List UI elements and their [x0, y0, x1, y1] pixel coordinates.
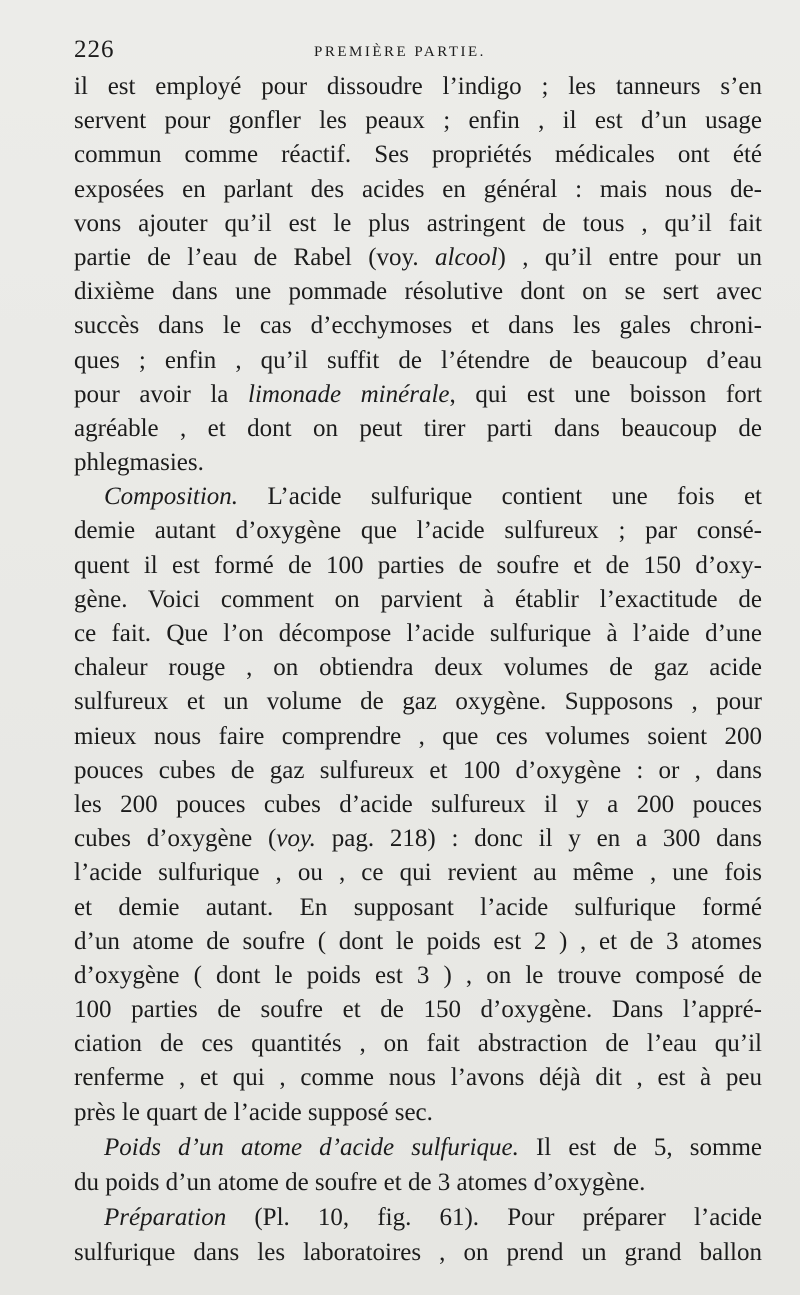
text-line: les 200 pouces cubes d’acide sulfureux il y a 200 pouces	[74, 790, 762, 818]
text-line: d’oxygène ( dont le poids est 3 ) , on le trouve composé de	[74, 961, 762, 989]
text-line: exposées en parlant des acides en général : mais nous de-	[74, 175, 762, 203]
text-line: phlegmasies.	[74, 449, 204, 477]
text-line: sulfurique dans les laboratoires , on prend un grand ballon	[74, 1239, 762, 1266]
section-heading-line	[74, 1200, 762, 1236]
text-line: ciation de ces quantités , on fait abstraction de l’eau qu’il	[74, 1030, 762, 1058]
text-line: commun comme réactif. Ses propriétés médicales ont été	[74, 141, 762, 169]
text-line: d’un atome de soufre ( dont le poids est 2 ) , et de 3 atomes	[74, 927, 762, 955]
text-run: pag. 218) : donc il y en a 300 dans	[315, 825, 763, 853]
section-title: Poids d’un atome d’acide sulfurique.	[104, 1133, 519, 1161]
text-run: cubes d’oxygène (	[74, 825, 277, 853]
text-line: près le quart de l’acide supposé sec.	[74, 1098, 433, 1126]
section-title: Préparation	[104, 1204, 227, 1231]
text-line	[74, 822, 762, 856]
text-line: 100 parties de soufre et de 150 d’oxygène. Dans l’appré-	[74, 996, 762, 1024]
italic-term: alcool	[435, 243, 498, 271]
text-line: succès dans le cas d’ecchymoses et dans les gales chroni-	[74, 312, 762, 340]
text-line: servent pour gonfler les peaux ; enfin , il est d’un usage	[74, 107, 762, 135]
section-title: Composition.	[104, 483, 239, 511]
text-line: sulfureux et un volume de gaz oxygène. Supposons , pour	[74, 688, 762, 716]
text-run: L’acide sulfurique contient une fois et	[238, 483, 762, 511]
text-line: vons ajouter qu’il est le plus astringent de tous , qu’il fait	[74, 209, 762, 237]
text-run: (Pl. 10, fig. 61). Pour préparer l’acide	[226, 1204, 762, 1231]
text-line: renferme , et qui , comme nous l’avons déjà dit , est à peu	[74, 1064, 762, 1092]
text-line: du poids d’un atome de soufre et de 3 atomes d’oxygène.	[74, 1168, 646, 1196]
text-run: , qui est une boisson fort	[449, 380, 762, 408]
text-line: quent il est formé de 100 parties de soufre et de 150 d’oxy-	[74, 551, 762, 579]
text-line: dixième dans une pommade résolutive dont on se sert avec	[74, 278, 762, 306]
text-line: chaleur rouge , on obtiendra deux volumes de gaz acide	[74, 654, 762, 682]
text-run: partie de l’eau de Rabel (voy.	[74, 243, 436, 271]
italic-term: limonade minérale	[248, 380, 450, 408]
text-run: Il est de 5, somme	[518, 1133, 762, 1161]
text-line	[74, 378, 762, 412]
text-line: l’acide sulfurique , ou , ce qui revient au même , une fois	[74, 859, 762, 887]
text-line: il est employé pour dissoudre l’indigo ; les tanneurs s’en	[74, 73, 762, 100]
page-number: 226	[74, 36, 115, 63]
text-line: demie autant d’oxygène que l’acide sulfureux ; par consé-	[74, 517, 762, 545]
text-line: gène. Voici comment on parvient à établir l’exactitude de	[74, 585, 762, 613]
text-line: mieux nous faire comprendre , que ces volumes soient 200	[74, 722, 762, 750]
text-line	[74, 241, 762, 275]
section-heading-line	[74, 480, 762, 514]
page-header	[74, 36, 764, 68]
text-line: agréable , et dont on peut tirer parti dans beaucoup de	[74, 414, 762, 442]
text-line: ques ; enfin , qu’il suffit de l’étendre de beaucoup d’eau	[74, 346, 762, 374]
italic-term: voy.	[276, 825, 316, 853]
text-run: ) , qu’il entre pour un	[497, 243, 762, 271]
text-line: et demie autant. En supposant l’acide sulfurique formé	[74, 893, 762, 921]
body-text	[74, 70, 762, 1270]
text-line: ce fait. Que l’on décompose l’acide sulfurique à l’aide d’une	[74, 620, 762, 647]
section-heading-line	[74, 1130, 762, 1166]
text-run: pour avoir la	[74, 380, 248, 408]
text-line: pouces cubes de gaz sulfureux et 100 d’oxygène : or , dans	[74, 756, 762, 784]
running-head: PREMIÈRE PARTIE.	[314, 44, 486, 60]
